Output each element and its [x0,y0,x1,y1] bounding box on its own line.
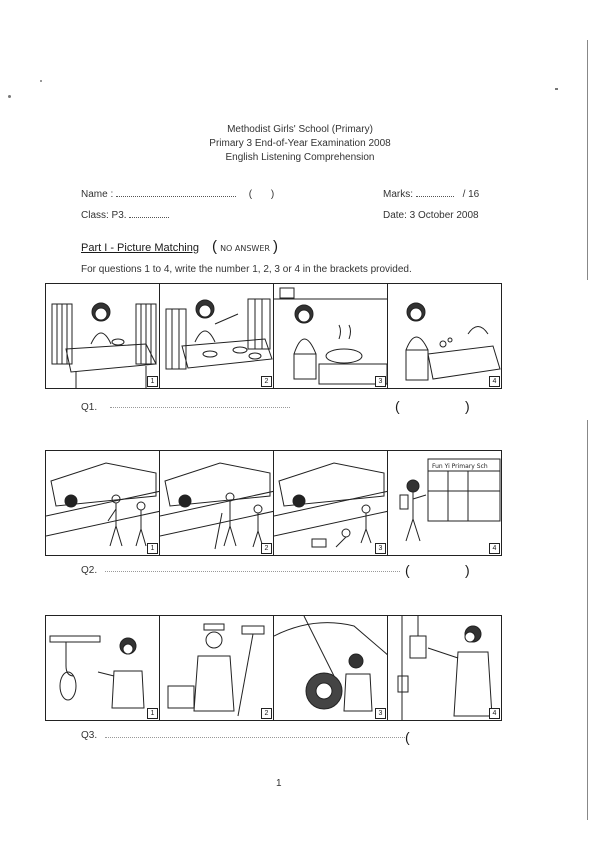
name-label: Name : [81,189,114,200]
instructions: For questions 1 to 4, write the number 1, 2, 3 or 4 in the brackets provided. [81,264,412,275]
question-3-label: Q3. [81,730,98,741]
q2-option-4-picture [387,450,502,556]
panel-number: 3 [375,543,386,554]
name-blank [116,196,236,197]
q1-bracket-open[interactable]: ( [395,398,400,414]
exam-title: Primary 3 End-of-Year Examination 2008 [209,138,391,149]
q2-option-3-picture [273,450,388,556]
girl-washing-dishes-illustration [388,284,502,389]
page-number: 1 [276,778,282,789]
panel-number: 3 [375,376,386,387]
q3-dotted-line [105,737,405,738]
panel-number: 1 [147,376,158,387]
question-1-label: Q1. [81,402,98,413]
scan-edge-line [587,420,588,820]
question-2-picture-row [45,450,505,556]
q2-option-2-picture [159,450,274,556]
name-line [81,189,274,200]
question-3-picture-row [45,615,505,721]
panel-number: 1 [147,708,158,719]
date-line: Date: 3 October 2008 [383,210,479,221]
class-label: Class: P3. [81,210,127,221]
scan-speck [555,88,558,90]
girl-cooking-illustration [274,284,388,389]
name-bracket-open: ( [248,189,253,200]
marks-total: / 16 [462,189,480,200]
panel-number: 4 [489,708,500,719]
panel-number: 2 [261,708,272,719]
car-and-pedestrians-illustration [46,451,160,556]
subject-title: English Listening Comprehension [225,152,375,163]
question-2-label: Q2. [81,565,98,576]
panel-number: 4 [489,543,500,554]
panel-number: 4 [489,376,500,387]
q2-bracket-close[interactable]: ) [465,562,470,578]
mechanic-changing-tyre-illustration [274,616,388,721]
class-blank [129,217,169,218]
panel-number: 3 [375,708,386,719]
q3-option-1-picture [45,615,160,721]
car-and-blind-man-illustration [160,451,274,556]
q1-bracket-close[interactable]: ) [465,398,470,414]
painter-illustration [160,616,274,721]
q3-option-2-picture [159,615,274,721]
girl-at-school-illustration [388,451,502,556]
plumber-illustration [46,616,160,721]
girl-setting-table-illustration [160,284,274,389]
q3-option-4-picture [387,615,502,721]
q1-option-3-picture [273,283,388,389]
marks-label: Marks: [383,189,413,200]
marks-blank [416,196,454,197]
part-title: Part I - Picture Matching [81,242,199,254]
exam-header [0,123,600,165]
name-bracket-close: ) [270,189,275,200]
scan-speck [8,95,11,98]
q3-option-3-picture [273,615,388,721]
q1-option-2-picture [159,283,274,389]
panel-number: 2 [261,376,272,387]
panel-number: 2 [261,543,272,554]
q2-dotted-line [105,571,400,572]
q3-bracket-open[interactable]: ( [405,729,410,745]
handwritten-note: ( NO ANSWER ) [212,238,279,255]
scan-speck [40,80,42,82]
school-sign: Fun Yi Primary Sch [432,463,488,470]
panel-number: 1 [147,543,158,554]
girl-at-table-illustration [46,284,160,389]
note-text: NO ANSWER [220,244,270,253]
q2-bracket-open[interactable]: ( [405,562,410,578]
q1-option-1-picture [45,283,160,389]
q1-option-4-picture [387,283,502,389]
class-line [81,210,169,221]
car-and-fallen-child-illustration [274,451,388,556]
marks-line [383,189,479,200]
q2-option-1-picture [45,450,160,556]
q1-dotted-line [110,407,290,408]
question-1-picture-row [45,283,505,389]
electrician-illustration [388,616,502,721]
school-name: Methodist Girls' School (Primary) [227,124,373,135]
